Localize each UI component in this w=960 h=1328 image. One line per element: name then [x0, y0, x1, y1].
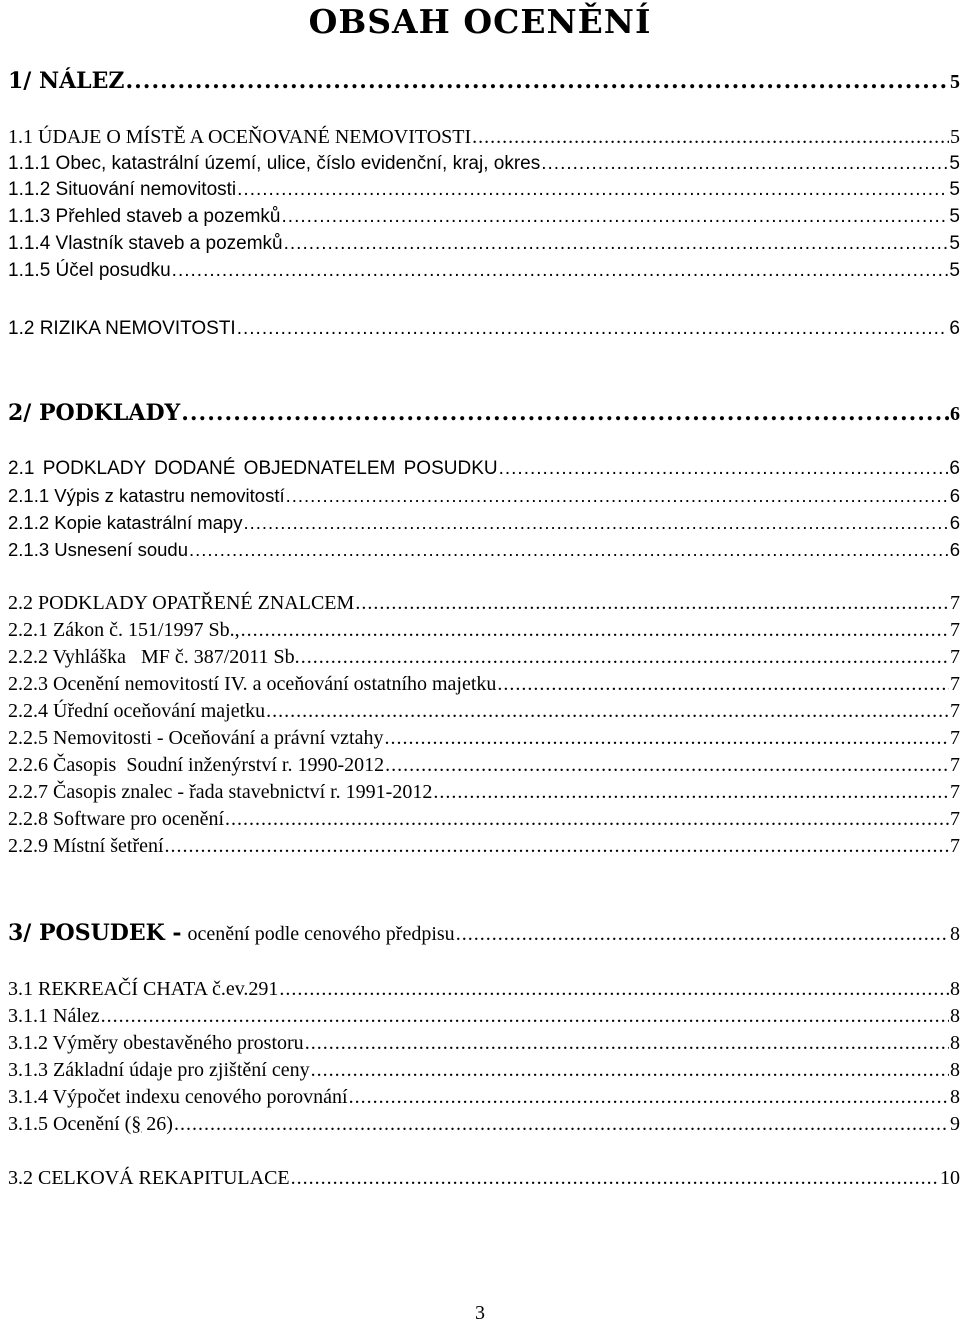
toc-entry-s2-2-2[interactable]: [8, 646, 960, 669]
toc-page-number: 5: [949, 179, 960, 200]
toc-label: 1.1.5 Účel posudku: [8, 260, 171, 281]
toc-page-number: 5: [949, 260, 960, 281]
toc-page-number: 8: [950, 1086, 960, 1108]
toc-label: 3.1.4 Výpočet indexu cenového porovnání: [8, 1086, 348, 1108]
toc-entry-s3-1-3[interactable]: [8, 1059, 960, 1082]
toc-label: 2.1.1 Výpis z katastru nemovitostí: [8, 485, 285, 506]
toc-entry-s2-2-8[interactable]: [8, 808, 960, 831]
toc-page-number: 6: [949, 512, 960, 533]
toc-label: 2.2.8 Software pro ocenění: [8, 808, 225, 830]
toc-entry-s3-1[interactable]: [8, 978, 960, 1001]
toc-entry-s3-1-5[interactable]: [8, 1113, 960, 1136]
toc-entry-s3-1-2[interactable]: [8, 1032, 960, 1055]
toc-entry-s2-1[interactable]: [8, 458, 960, 480]
toc-page-number: 7: [950, 781, 960, 803]
toc-label: 2.2.7 Časopis znalec - řada stavebnictví r. 1991-2012: [8, 781, 433, 803]
toc-entry-s2-2-5[interactable]: [8, 727, 960, 750]
toc-entry-s3-1-4[interactable]: [8, 1086, 960, 1109]
page-number: 3: [475, 1302, 485, 1324]
toc-label-heading: 3/ POSUDEK -: [8, 920, 182, 946]
toc-page-number: 9: [950, 1113, 960, 1135]
toc-page-number: 8: [950, 978, 960, 1000]
toc-label: 2.2.9 Místní šetření: [8, 835, 164, 857]
toc-page-number: 6: [949, 539, 960, 560]
toc-page-number: 7: [950, 835, 960, 857]
toc-entry-s1-1-2[interactable]: [8, 179, 960, 201]
toc-label: 1.1.1 Obec, katastrální území, ulice, číslo evidenční, kraj, okres: [8, 153, 541, 174]
toc-entry-s2-2-3[interactable]: [8, 673, 960, 696]
toc-label-b: 26): [141, 1113, 173, 1135]
toc-page-number: 7: [950, 808, 960, 830]
toc-label: 2.2.2 Vyhláška MF č. 387/2011 Sb.: [8, 646, 300, 668]
toc-entry-s1-1[interactable]: [8, 126, 960, 149]
toc-entry-s2-2-4[interactable]: [8, 700, 960, 723]
toc-page-number: 7: [950, 754, 960, 776]
toc-page-number: 5: [949, 233, 960, 254]
toc-entry-s1-1-1[interactable]: [8, 153, 960, 175]
toc-page-number: 7: [950, 673, 960, 695]
toc-page-number: 8: [950, 923, 960, 945]
toc-entry-s2-2-1[interactable]: [8, 619, 960, 642]
toc-label: 3.2 CELKOVÁ REKAPITULACE: [8, 1167, 290, 1189]
toc-page-number: 5: [950, 71, 960, 93]
toc-entry-s1-1-4[interactable]: [8, 233, 960, 255]
toc-entry-s3-2[interactable]: [8, 1167, 960, 1190]
toc-label: 2.2.4 Úřední oceňování majetku: [8, 700, 266, 722]
toc-label-a: 3.1.5 Ocenění (: [8, 1113, 132, 1135]
toc-label: 2.2 PODKLADY OPATŘENÉ ZNALCEM: [8, 592, 355, 614]
toc-entry-s1-2[interactable]: [8, 318, 960, 340]
toc-entry-s2-2-6[interactable]: [8, 754, 960, 777]
toc-label: 3.1.1 Nález: [8, 1005, 100, 1027]
toc-label: 2.2.5 Nemovitosti - Oceňování a právní vztahy: [8, 727, 384, 749]
toc-label: 2/ PODKLADY: [8, 400, 181, 426]
toc-label: 1/ NÁLEZ: [8, 68, 125, 94]
toc-page-number: 6: [949, 458, 960, 479]
toc-page-number: 6: [949, 485, 960, 506]
toc-page-number: 6: [950, 403, 960, 425]
toc-label: 1.1.3 Přehled staveb a pozemků: [8, 206, 281, 227]
toc-entry-s2-2-7[interactable]: [8, 781, 960, 804]
toc-page-number: 7: [950, 592, 960, 614]
toc-label: 2.1 PODKLADY DODANÉ OBJEDNATELEM POSUDKU: [8, 458, 498, 479]
toc-label: 1.2 RIZIKA NEMOVITOSTI: [8, 318, 236, 339]
toc-page-number: 5: [949, 206, 960, 227]
toc-entry-s2-1-1[interactable]: [8, 485, 960, 507]
page-title: OBSAH OCENĚNÍ: [308, 2, 652, 41]
toc-entry-s2[interactable]: [8, 400, 960, 426]
toc-entry-s2-1-3[interactable]: [8, 539, 960, 561]
toc-label: 1.1 ÚDAJE O MÍSTĚ A OCEŇOVANÉ NEMOVITOSTI: [8, 126, 472, 148]
toc-label: 2.2.6 Časopis Soudní inženýrství r. 1990-2012: [8, 754, 385, 776]
toc-label: 3.1 REKREAČÍ CHATA č.ev.291: [8, 978, 279, 1000]
toc-label: 2.2.3 Ocenění nemovitostí IV. a oceňování ostatního majetku: [8, 673, 497, 695]
toc-entry-s3[interactable]: [8, 920, 960, 946]
toc-label: 2.1.3 Usnesení soudu: [8, 539, 188, 560]
toc-label: 3.1.2 Výměry obestavěného prostoru: [8, 1032, 304, 1054]
toc-page-number: 8: [950, 1005, 960, 1027]
toc-entry-s1-1-3[interactable]: [8, 206, 960, 228]
toc-page-number: 8: [950, 1032, 960, 1054]
toc-label: 1.1.2 Situování nemovitosti: [8, 179, 237, 200]
toc-label: 2.1.2 Kopie katastrální mapy: [8, 512, 243, 533]
toc-page-number: 6: [949, 318, 960, 339]
toc-label: 1.1.4 Vlastník staveb a pozemků: [8, 233, 283, 254]
toc-page-number: 7: [950, 700, 960, 722]
toc-entry-s3-1-1[interactable]: [8, 1005, 960, 1028]
paragraph-sign-icon: §: [131, 1113, 142, 1135]
toc-entry-s1[interactable]: [8, 68, 960, 94]
toc-entry-s1-1-5[interactable]: [8, 260, 960, 282]
toc-page-number: 7: [950, 727, 960, 749]
toc-label: 3.1.3 Základní údaje pro zjištění ceny: [8, 1059, 310, 1081]
toc-page-number: 8: [950, 1059, 960, 1081]
toc-label-rest: ocenění podle cenového předpisu: [187, 923, 455, 945]
toc-label: 2.2.1 Zákon č. 151/1997 Sb.,: [8, 619, 240, 641]
toc-entry-s2-2[interactable]: [8, 592, 960, 615]
toc-page-number: 5: [950, 126, 960, 148]
toc-page-number: 5: [949, 153, 960, 174]
toc-entry-s2-1-2[interactable]: [8, 512, 960, 534]
toc-entry-s2-2-9[interactable]: [8, 835, 960, 858]
toc-page-number: 7: [950, 646, 960, 668]
toc-page-number: 10: [940, 1167, 960, 1189]
toc-page-number: 7: [950, 619, 960, 641]
